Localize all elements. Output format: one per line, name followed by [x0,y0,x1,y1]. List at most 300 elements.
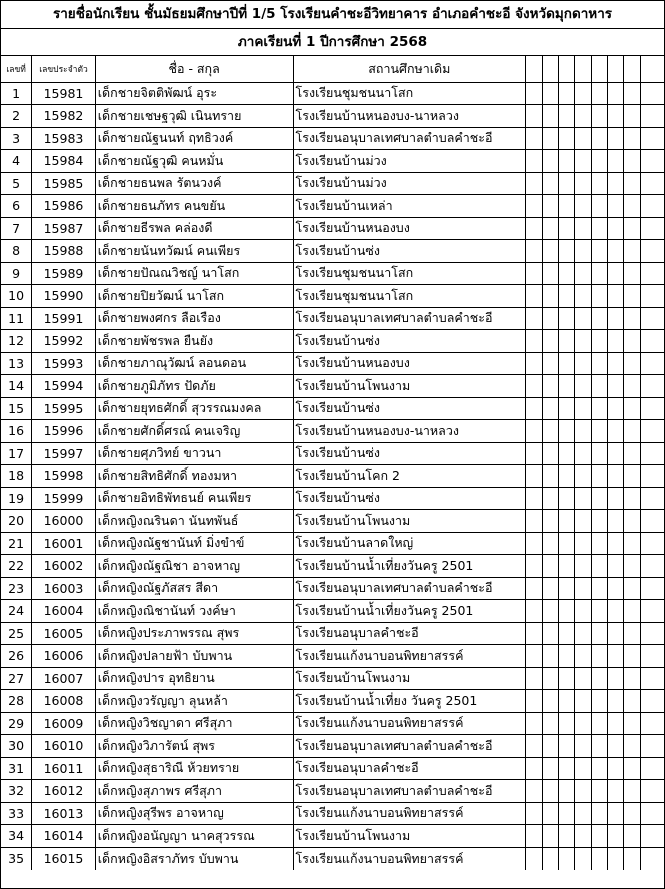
student-id: 15982 [32,105,96,128]
student-number: 13 [1,352,32,375]
blank-check-cell [640,532,664,555]
previous-school: โรงเรียนบ้านโพนงาม [293,667,526,690]
blank-check-cell [591,645,607,668]
blank-check-cell [624,330,640,353]
blank-check-cell [526,487,542,510]
blank-check-cell [591,600,607,623]
blank-check-cell [624,285,640,308]
blank-check-cell [575,420,591,443]
blank-check-cell [558,577,574,600]
blank-check-cell [526,735,542,758]
blank-check-cell [575,690,591,713]
previous-school: โรงเรียนบ้านน้ำเที่ยงวันครู 2501 [293,555,526,578]
blank-check-cell [640,352,664,375]
column-header-name: ชื่อ - สกุล [95,56,293,82]
student-number: 25 [1,622,32,645]
blank-check-cell [575,645,591,668]
blank-check-cell [542,330,558,353]
blank-check-cell [575,105,591,128]
column-header-id: เลขประจำตัว [32,56,96,82]
blank-check-cell [575,712,591,735]
blank-check-cell [526,622,542,645]
blank-check-cell [575,262,591,285]
column-header-no: เลขที่ [1,56,32,82]
blank-check-cell [624,847,640,870]
blank-check-cell [575,465,591,488]
student-id: 16010 [32,735,96,758]
blank-check-cell [558,622,574,645]
blank-check-cell [608,150,624,173]
blank-check-cell [640,420,664,443]
blank-check-cell [542,105,558,128]
blank-check-cell [640,667,664,690]
student-number: 3 [1,127,32,150]
blank-check-cell [591,825,607,848]
blank-check-cell [640,105,664,128]
blank-check-cell [575,487,591,510]
student-id: 15981 [32,82,96,105]
student-number: 1 [1,82,32,105]
blank-check-cell [542,172,558,195]
table-row [1,442,664,465]
blank-check-cell [526,420,542,443]
blank-check-cell [526,240,542,263]
blank-check-cell [526,375,542,398]
blank-check-cell [575,667,591,690]
previous-school: โรงเรียนอนุบาลเทศบาลตำบลคำชะอี [293,127,526,150]
blank-check-cell [558,825,574,848]
table-row [1,510,664,533]
previous-school: โรงเรียนบ้านโคก 2 [293,465,526,488]
blank-check-cell [591,375,607,398]
table-row [1,487,664,510]
student-number: 28 [1,690,32,713]
blank-check-cell [542,217,558,240]
blank-check-cell [542,397,558,420]
blank-check-cell [608,510,624,533]
blank-check-cell [608,645,624,668]
student-id: 15997 [32,442,96,465]
blank-check-cell [591,847,607,870]
student-number: 24 [1,600,32,623]
blank-check-cell [608,105,624,128]
student-name: เด็กหญิงอิสราภัทร บับพาน [95,847,293,870]
blank-check-cell [542,825,558,848]
blank-check-cell [575,172,591,195]
student-name: เด็กชายภาณุวัฒน์ ลอนดอน [95,352,293,375]
previous-school: โรงเรียนอนุบาลคำชะอี [293,622,526,645]
blank-check-cell [575,375,591,398]
blank-check-cell [542,307,558,330]
blank-check-cell [542,712,558,735]
student-id: 16011 [32,757,96,780]
blank-check-cell [526,600,542,623]
blank-check-cell [608,195,624,218]
student-id: 15995 [32,397,96,420]
blank-check-cell [624,577,640,600]
blank-check-cell [575,150,591,173]
blank-check-cell [608,600,624,623]
blank-check-cell [624,82,640,105]
student-number: 5 [1,172,32,195]
blank-check-cell [640,487,664,510]
blank-check-cell [558,195,574,218]
previous-school: โรงเรียนบ้านหนองบง [293,352,526,375]
table-row [1,217,664,240]
student-name: เด็กหญิงวิภารัตน์ สุพร [95,735,293,758]
student-name: เด็กหญิงณรินดา นันทพันธ์ [95,510,293,533]
blank-check-cell [591,780,607,803]
blank-check-cell [526,195,542,218]
student-name: เด็กชายอิทธิพัทธนย์ คนเพียร [95,487,293,510]
header-row [1,56,664,82]
blank-check-cell [608,690,624,713]
table-row [1,802,664,825]
blank-check-cell [591,577,607,600]
blank-check-cell [526,577,542,600]
blank-check-cell [624,667,640,690]
student-id: 15988 [32,240,96,263]
student-id: 16013 [32,802,96,825]
blank-check-cell [558,465,574,488]
table-row [1,555,664,578]
blank-check-cell [526,307,542,330]
blank-check-cell [526,825,542,848]
blank-check-cell [640,645,664,668]
blank-check-cell [591,465,607,488]
blank-check-cell [542,352,558,375]
blank-check-cell [558,690,574,713]
blank-check-cell [558,307,574,330]
blank-check-cell [591,712,607,735]
student-number: 26 [1,645,32,668]
table-row [1,240,664,263]
blank-check-cell [526,712,542,735]
blank-check-cell [608,217,624,240]
blank-check-cell [526,82,542,105]
student-name: เด็กชายพัชรพล ยืนยัง [95,330,293,353]
blank-check-cell [640,330,664,353]
blank-check-cell [640,802,664,825]
blank-check-cell [526,780,542,803]
blank-check-cell [542,667,558,690]
blank-check-cell [624,352,640,375]
blank-check-cell [558,285,574,308]
student-name: เด็กชายปิยวัฒน์ นาโสก [95,285,293,308]
student-id: 15986 [32,195,96,218]
blank-check-cell [624,240,640,263]
blank-check-cell [608,712,624,735]
blank-check-cell [591,307,607,330]
previous-school: โรงเรียนอนุบาลเทศบาลตำบลคำชะอี [293,577,526,600]
student-id: 16007 [32,667,96,690]
previous-school: โรงเรียนบ้านลาดใหญ่ [293,532,526,555]
blank-check-cell [640,127,664,150]
blank-check-cell [624,127,640,150]
previous-school: โรงเรียนบ้านม่วง [293,172,526,195]
student-name: เด็กหญิงสุธาริณี ห้วยทราย [95,757,293,780]
blank-check-cell [591,802,607,825]
blank-check-cell [591,330,607,353]
blank-check-cell [608,667,624,690]
blank-check-cell [542,150,558,173]
blank-check-cell [624,420,640,443]
blank-check-cell [526,105,542,128]
blank-check-cell [591,150,607,173]
student-id: 15992 [32,330,96,353]
student-number: 12 [1,330,32,353]
blank-check-cell [624,825,640,848]
blank-check-cell [542,780,558,803]
blank-check-cell [558,802,574,825]
blank-check-cell [624,397,640,420]
student-id: 16004 [32,600,96,623]
blank-check-cell [591,735,607,758]
blank-check-cell [608,847,624,870]
table-row [1,847,664,870]
blank-check-cell [542,757,558,780]
student-name: เด็กหญิงวิชญาดา ศรีสุภา [95,712,293,735]
table-row [1,532,664,555]
blank-check-cell [526,285,542,308]
blank-check-cell [542,690,558,713]
blank-check-cell [624,442,640,465]
student-name: เด็กหญิงสุรีพร อาจหาญ [95,802,293,825]
blank-check-cell [608,307,624,330]
student-id: 15985 [32,172,96,195]
blank-check-cell [608,802,624,825]
blank-check-cell [591,195,607,218]
blank-column-header [591,56,607,82]
student-name: เด็กชายธีรพล คล่องดี [95,217,293,240]
blank-check-cell [591,105,607,128]
blank-check-cell [608,555,624,578]
blank-check-cell [591,690,607,713]
blank-check-cell [542,487,558,510]
student-id: 15998 [32,465,96,488]
blank-check-cell [542,195,558,218]
blank-check-cell [558,532,574,555]
blank-check-cell [542,375,558,398]
blank-check-cell [542,645,558,668]
blank-check-cell [558,240,574,263]
blank-check-cell [558,330,574,353]
student-name: เด็กชายพงศกร ลือเรือง [95,307,293,330]
blank-check-cell [558,217,574,240]
table-row [1,420,664,443]
blank-check-cell [640,285,664,308]
blank-check-cell [575,442,591,465]
student-id: 15993 [32,352,96,375]
blank-check-cell [526,690,542,713]
student-id: 16005 [32,622,96,645]
blank-check-cell [591,397,607,420]
page-subtitle: ภาคเรียนที่ 1 ปีการศึกษา 2568 [1,28,664,56]
student-name: เด็กหญิงอนัญญา นาคสุวรรณ [95,825,293,848]
table-row [1,690,664,713]
blank-check-cell [542,82,558,105]
blank-check-cell [558,375,574,398]
blank-check-cell [542,622,558,645]
blank-check-cell [608,735,624,758]
blank-check-cell [608,330,624,353]
student-id: 16009 [32,712,96,735]
blank-check-cell [591,285,607,308]
blank-check-cell [640,847,664,870]
student-number: 35 [1,847,32,870]
blank-check-cell [542,285,558,308]
student-number: 17 [1,442,32,465]
blank-check-cell [624,307,640,330]
previous-school: โรงเรียนบ้านน้ำเที่ยงวันครู 2501 [293,600,526,623]
blank-check-cell [624,802,640,825]
table-row [1,667,664,690]
student-number: 31 [1,757,32,780]
blank-check-cell [591,420,607,443]
student-number: 6 [1,195,32,218]
blank-check-cell [640,442,664,465]
previous-school: โรงเรียนบ้านหนองบง [293,217,526,240]
student-number: 29 [1,712,32,735]
blank-check-cell [608,465,624,488]
blank-check-cell [558,172,574,195]
blank-check-cell [575,82,591,105]
blank-check-cell [526,397,542,420]
table-row [1,195,664,218]
blank-check-cell [624,150,640,173]
blank-check-cell [542,555,558,578]
student-name: เด็กชายเชษฐวุฒิ เนินทราย [95,105,293,128]
blank-check-cell [542,262,558,285]
blank-check-cell [591,555,607,578]
blank-check-cell [575,825,591,848]
blank-check-cell [542,420,558,443]
blank-check-cell [575,240,591,263]
blank-check-cell [558,420,574,443]
table-row [1,172,664,195]
blank-check-cell [591,240,607,263]
blank-check-cell [526,532,542,555]
blank-check-cell [640,600,664,623]
previous-school: โรงเรียนบ้านซ่ง [293,330,526,353]
previous-school: โรงเรียนชุมชนนาโสก [293,285,526,308]
blank-check-cell [558,127,574,150]
blank-check-cell [624,532,640,555]
student-id: 15989 [32,262,96,285]
blank-check-cell [608,825,624,848]
blank-check-cell [542,847,558,870]
student-id: 16008 [32,690,96,713]
table-row [1,577,664,600]
table-row [1,330,664,353]
blank-check-cell [624,735,640,758]
blank-check-cell [640,172,664,195]
previous-school: โรงเรียนบ้านน้ำเที่ยง วันครู 2501 [293,690,526,713]
blank-check-cell [575,352,591,375]
student-number: 4 [1,150,32,173]
student-number: 20 [1,510,32,533]
student-number: 11 [1,307,32,330]
blank-check-cell [575,217,591,240]
previous-school: โรงเรียนแก้งนาบอนพิทยาสรรค์ [293,847,526,870]
student-name: เด็กชายยุทธศักดิ์ สุวรรณมงคล [95,397,293,420]
table-row [1,622,664,645]
blank-check-cell [526,150,542,173]
blank-check-cell [608,577,624,600]
student-name: เด็กหญิงปลายฟ้า บับพาน [95,645,293,668]
previous-school: โรงเรียนอนุบาลเทศบาลตำบลคำชะอี [293,307,526,330]
blank-check-cell [591,757,607,780]
student-name: เด็กชายนันทวัฒน์ คนเพียร [95,240,293,263]
blank-check-cell [591,622,607,645]
blank-check-cell [608,487,624,510]
blank-check-cell [640,375,664,398]
blank-check-cell [591,442,607,465]
blank-check-cell [558,600,574,623]
previous-school: โรงเรียนชุมชนนาโสก [293,262,526,285]
table-row [1,307,664,330]
blank-check-cell [640,690,664,713]
blank-check-cell [558,712,574,735]
blank-check-cell [640,150,664,173]
table-row [1,600,664,623]
blank-check-cell [526,465,542,488]
student-id: 16006 [32,645,96,668]
blank-check-cell [558,150,574,173]
student-name: เด็กหญิงณิชานันท์ วงค์ษา [95,600,293,623]
table-row [1,465,664,488]
student-name: เด็กชายธนพล รัตนวงค์ [95,172,293,195]
blank-check-cell [640,825,664,848]
blank-check-cell [542,532,558,555]
previous-school: โรงเรียนบ้านซ่ง [293,442,526,465]
blank-check-cell [591,510,607,533]
previous-school: โรงเรียนชุมชนนาโสก [293,82,526,105]
student-id: 16015 [32,847,96,870]
student-id: 16012 [32,780,96,803]
blank-check-cell [624,510,640,533]
student-id: 15984 [32,150,96,173]
student-name: เด็กหญิงสุภาพร ศรีสุภา [95,780,293,803]
blank-check-cell [575,555,591,578]
blank-check-cell [591,127,607,150]
blank-check-cell [526,645,542,668]
previous-school: โรงเรียนบ้านโพนงาม [293,510,526,533]
blank-check-cell [542,510,558,533]
student-number: 8 [1,240,32,263]
student-roster-table [1,56,664,870]
blank-check-cell [608,757,624,780]
blank-column-header [624,56,640,82]
blank-check-cell [640,217,664,240]
blank-check-cell [608,532,624,555]
blank-check-cell [575,735,591,758]
student-name: เด็กหญิงณัฐณิชา อาจหาญ [95,555,293,578]
student-name: เด็กชายธนภัทร คนขยัน [95,195,293,218]
blank-check-cell [575,307,591,330]
blank-check-cell [608,442,624,465]
student-number: 16 [1,420,32,443]
table-row [1,757,664,780]
blank-check-cell [608,780,624,803]
blank-check-cell [575,780,591,803]
roster-body [1,82,664,870]
blank-check-cell [575,847,591,870]
blank-check-cell [558,667,574,690]
blank-check-cell [558,645,574,668]
blank-check-cell [558,510,574,533]
blank-check-cell [640,195,664,218]
